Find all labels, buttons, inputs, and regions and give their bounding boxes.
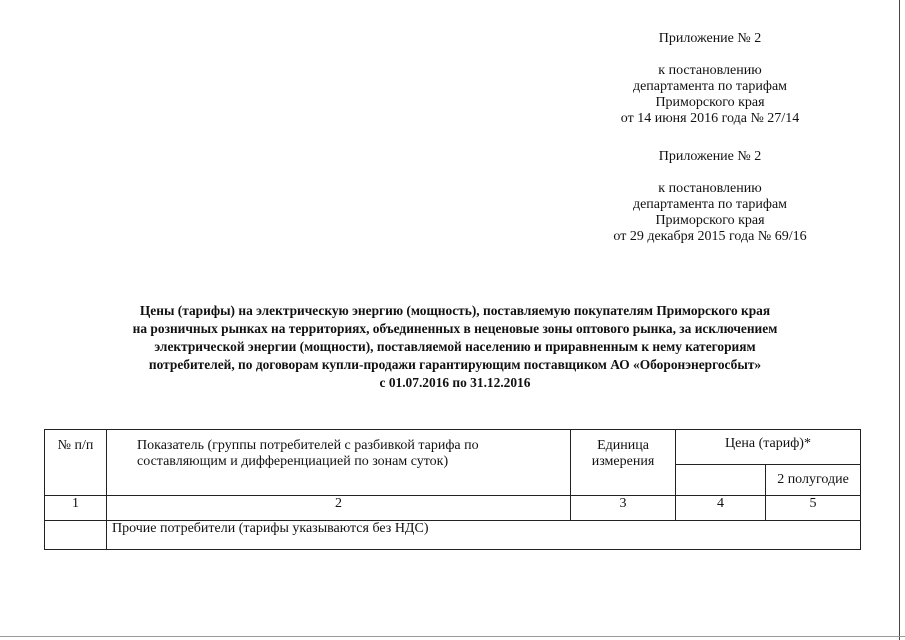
column-number: 3 (571, 496, 676, 521)
header-half-1 (676, 465, 766, 496)
tariff-table (44, 429, 861, 550)
appendix-block-2 (560, 149, 860, 245)
appendix-line: департамента по тарифам (632, 197, 788, 212)
heading-line: с 01.07.2016 по 31.12.2016 (379, 375, 531, 390)
header-unit: Единица измерения (571, 430, 676, 496)
heading-line: электрической энергии (мощности), поставляемой населению и приравненным к нему категориям (154, 339, 756, 354)
appendix-title: Приложение № 2 (658, 149, 762, 164)
column-number: 4 (676, 496, 766, 521)
appendix-line: Приморского края (655, 95, 765, 110)
appendix-block-1 (560, 31, 860, 127)
appendix-title: Приложение № 2 (658, 31, 762, 46)
document-heading (70, 302, 840, 392)
header-half-2: 2 полугодие (766, 465, 861, 496)
appendix-line: к постановлению (658, 181, 762, 196)
appendix-line: департамента по тарифам (632, 79, 788, 94)
scan-edge-right (899, 0, 900, 640)
heading-line: Цены (тарифы) на электрическую энергию (мощность), поставляемую покупателям Приморского края (139, 303, 771, 318)
column-number: 2 (107, 496, 571, 521)
appendix-line: к постановлению (658, 63, 762, 78)
appendix-line: Приморского края (655, 213, 765, 228)
appendix-line: от 29 декабря 2015 года № 69/16 (613, 229, 807, 244)
column-number: 5 (766, 496, 861, 521)
category-row-label: Прочие потребители (тарифы указываются без НДС) (107, 521, 861, 550)
heading-line: потребителей, по договорам купли-продажи гарантирующим поставщиком АО «Оборонэнергосбыт» (148, 357, 762, 372)
scan-edge-bottom (0, 636, 905, 637)
header-indicator: Показатель (группы потребителей с разбивкой тарифа по составляющим и дифференциацией по зонам суток) (107, 430, 571, 496)
category-num-cell (45, 521, 107, 550)
appendix-line: от 14 июня 2016 года № 27/14 (620, 111, 800, 126)
header-num: № п/п (45, 430, 107, 496)
column-number: 1 (45, 496, 107, 521)
header-price: Цена (тариф)* (676, 430, 861, 465)
heading-line: на розничных рынках на территориях, объединенных в неценовые зоны оптового рынка, за исключением (132, 321, 778, 336)
